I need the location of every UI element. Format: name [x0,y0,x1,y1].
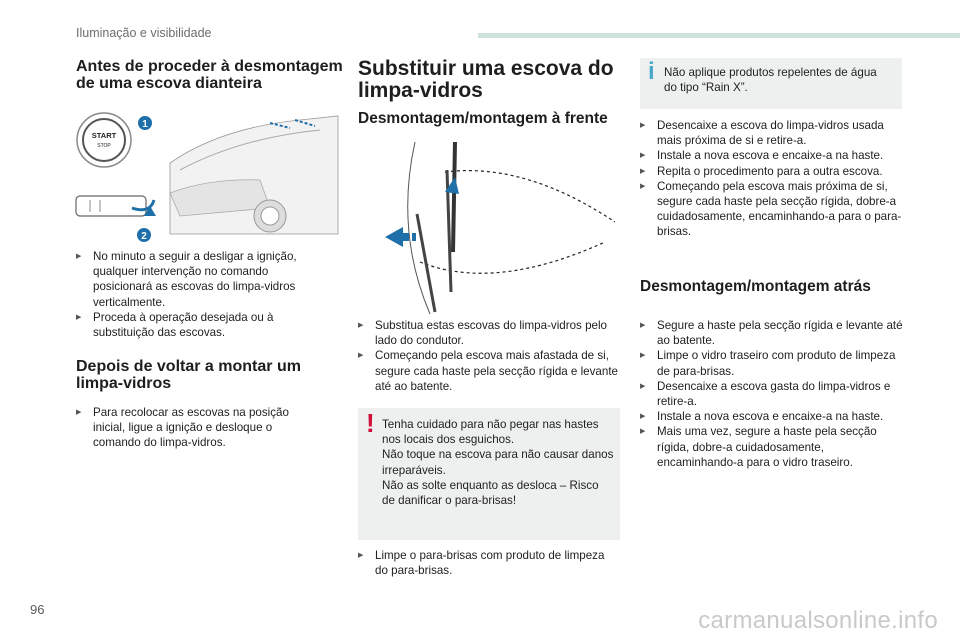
header-accent-bar [478,33,960,38]
info-text: Não aplique produtos repelentes de água do tipo “Rain X”. [664,66,877,95]
start-stop-button-icon [83,119,125,161]
heading-before-removal: Antes de proceder à desmontagem de uma escova dianteira [76,58,343,92]
bullets-before-removal [76,249,322,340]
car-front-illustration [170,116,338,234]
list-item: ▶ Segure a haste pela secção rígida e levante até ao batente. [640,318,906,348]
list-item: ▶ Desencaixe a escova do limpa-vidros usada mais próxima de si e retire-a. [640,118,906,148]
ignition-and-car-illustration [70,108,342,244]
step-2-number: 2 [141,231,147,242]
list-item: ▶ Limpe o vidro traseiro com produto de limpeza de para-brisas. [640,348,906,378]
heading-front-removal: Desmontagem/montagem à frente [358,110,608,127]
list-item: ▶ No minuto a seguir a desligar a ignição, qualquer intervenção no comando posicionará as escovas do limpa-vidros verticalmente. [76,249,322,310]
stop-label: STOP [97,143,111,149]
step-1-number: 1 [142,119,148,130]
list-item: ▶ Instale a nova escova e encaixe-a na haste. [640,409,906,424]
main-heading-replace-wiper: Substituir uma escova do limpa-vidros [358,57,614,102]
list-item: ▶ Desencaixe a escova gasta do limpa-vidros e retire-a. [640,379,906,409]
list-item: ▶ Instale a nova escova e encaixe-a na haste. [640,148,906,163]
list-item: ▶ Proceda à operação desejada ou à substituição das escovas. [76,310,322,340]
bullets-after-refit [76,405,316,451]
heading-rear-removal: Desmontagem/montagem atrás [640,278,871,295]
left-arrow-icon [385,227,403,247]
warning-text: Tenha cuidado para não pegar nas hastes nos locais dos esguichos. Não toque na escova para não causar danos irreparáveis. Não as solte enquanto as desloca – Risco de danificar o para-brisas! [382,418,614,508]
warning-icon: ! [366,408,375,438]
start-label: START [91,131,117,140]
warning-box [358,408,620,540]
wiper-stalk-icon [76,196,146,216]
info-box [640,58,902,109]
list-item: ▶ Começando pela escova mais próxima de si, segure cada haste pela secção rígida, dobre-a cuidadosamente, encaminhando-a para o para-brisas. [640,179,906,240]
bullets-front-continued [640,118,906,240]
heading-after-refit: Depois de voltar a montar um limpa-vidros [76,358,301,392]
list-item: ▶ Para recolocar as escovas na posição inicial, ligue a ignição e desloque o comando do limpa-vidros. [76,405,316,451]
bullets-rear [640,318,906,470]
list-item: ▶ Repita o procedimento para a outra escova. [640,164,906,179]
front-wiper-illustration [375,142,615,314]
bullets-front [358,318,620,394]
list-item: ▶ Mais uma vez, segure a haste pela secção rígida, dobre-a cuidadosamente, encaminhando-a para o vidro traseiro. [640,424,906,470]
section-header: Iluminação e visibilidade [76,26,212,40]
list-item: ▶ Começando pela escova mais afastada de si, segure cada haste pela secção rígida e levante até ao batente. [358,348,620,394]
list-item: ▶ Limpe o para-brisas com produto de limpeza do para-brisas. [358,548,620,578]
wiper-blade [453,142,455,252]
watermark-link[interactable]: carmanualsonline.info [698,607,938,634]
page-number: 96 [30,602,45,617]
bullets-clean [358,548,620,578]
list-item: ▶ Substitua estas escovas do limpa-vidros pelo lado do condutor. [358,318,620,348]
info-icon: i [648,58,655,85]
wiper-arm-left [417,214,435,312]
